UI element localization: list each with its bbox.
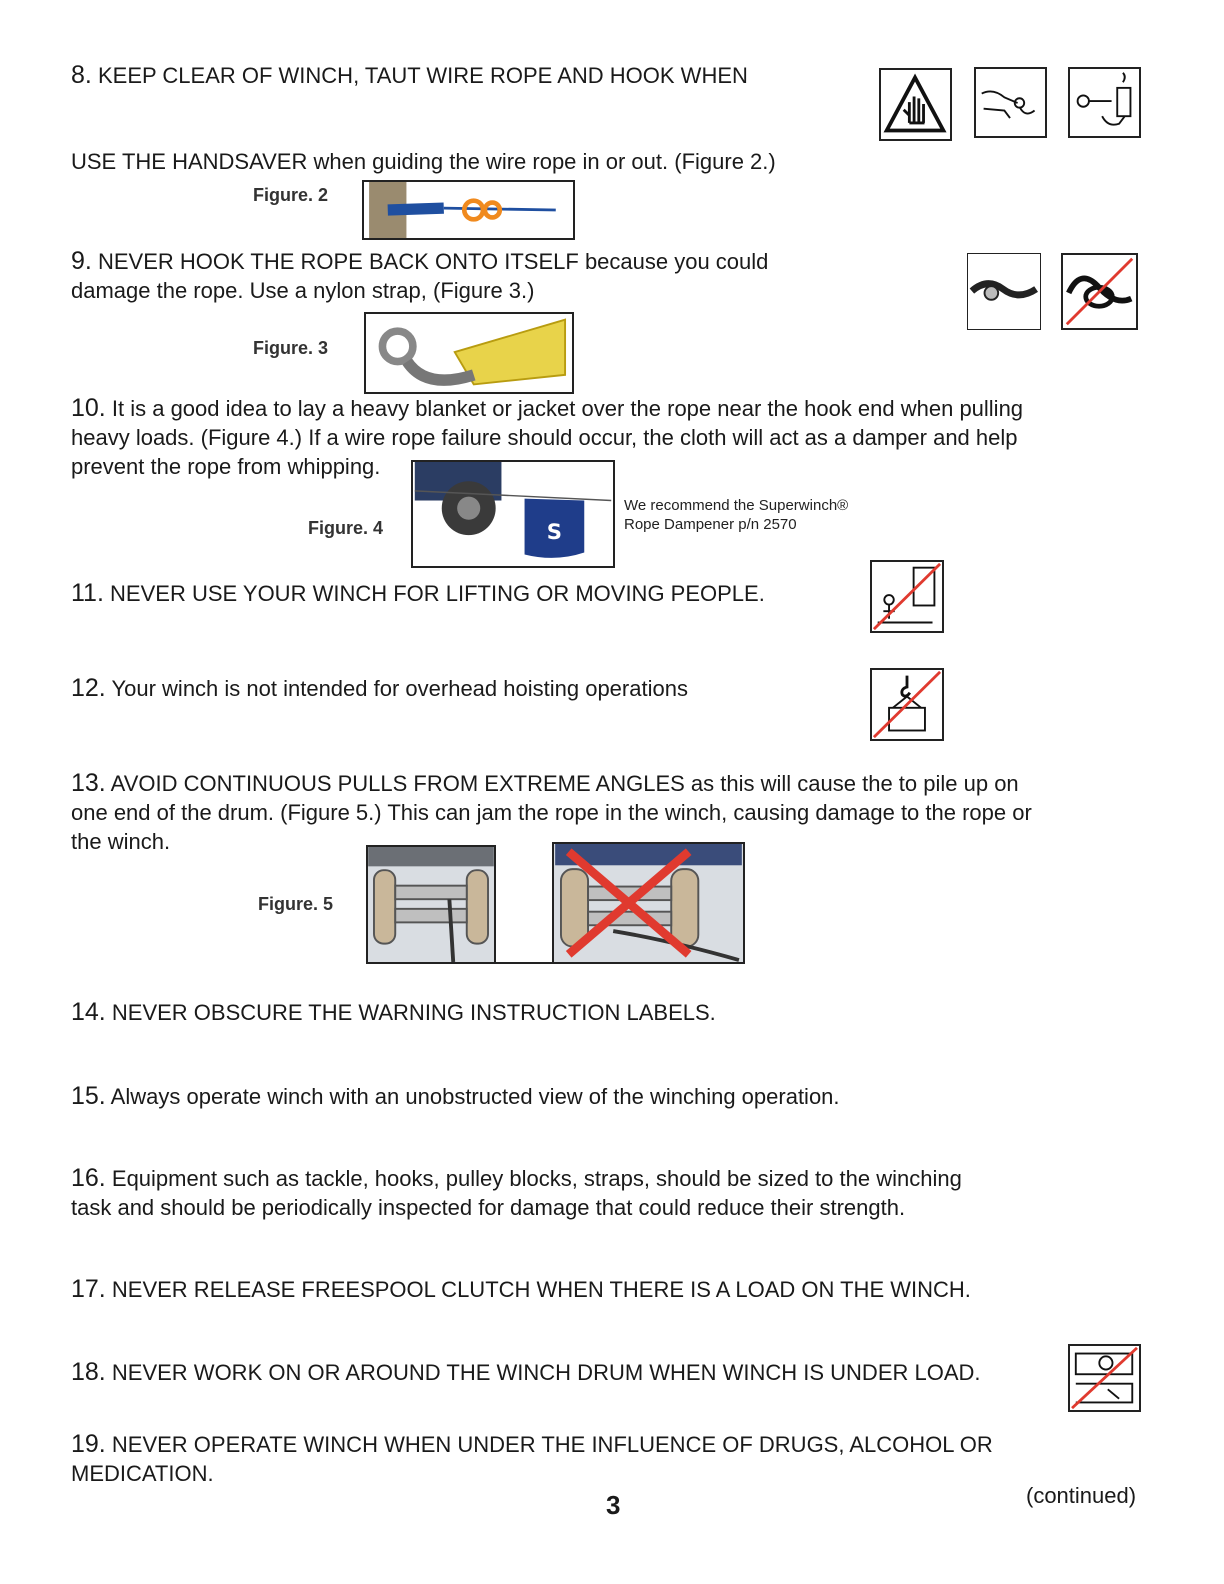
item-number: 13. <box>71 769 106 797</box>
item-9-line2: damage the rope. Use a nylon strap, (Figure 3.) <box>71 278 535 303</box>
item-number: 11. <box>71 579 104 607</box>
item-13-line2: one end of the drum. (Figure 5.) This can jam the rope in the winch, causing damage to the rope or <box>71 800 1032 825</box>
item-number: 19. <box>71 1430 106 1458</box>
no-work-near-drum-icon <box>1068 1344 1141 1412</box>
item-8 <box>71 61 748 90</box>
figure-5-correct-image <box>366 845 496 964</box>
figure-4-label: Figure. 4 <box>308 518 384 538</box>
item-text: Always operate winch with an unobstructed view of the winching operation. <box>110 1084 840 1109</box>
item-13-line3: the winch. <box>71 829 171 854</box>
no-overhead-hoisting-icon <box>870 668 944 741</box>
item-number: 16. <box>71 1164 106 1192</box>
hook-on-rope-icon <box>967 253 1041 330</box>
figure-5-label: Figure. 5 <box>258 894 334 914</box>
item-16-line2: task and should be periodically inspected for damage that could reduce their strength. <box>71 1195 906 1220</box>
item-text: Your winch is not intended for overhead hoisting operations <box>111 676 688 701</box>
item-10 <box>71 394 1023 423</box>
item-text: NEVER OPERATE WINCH WHEN UNDER THE INFLUENCE OF DRUGS, ALCOHOL OR <box>111 1432 993 1457</box>
item-text: USE THE HANDSAVER when guiding the wire rope in or out. (Figure 2.) <box>71 149 776 174</box>
figure-5-incorrect-image <box>552 842 745 964</box>
item-13 <box>71 769 1019 798</box>
item-19 <box>71 1430 993 1459</box>
handsaver-note <box>71 147 776 176</box>
item-text: NEVER USE YOUR WINCH FOR LIFTING OR MOVING PEOPLE. <box>110 581 765 606</box>
item-number: 14. <box>71 998 106 1026</box>
item-text: AVOID CONTINUOUS PULLS FROM EXTREME ANGLES as this will cause the to pile up on <box>110 771 1019 796</box>
svg-text:S: S <box>546 519 563 545</box>
item-18 <box>71 1358 981 1387</box>
item-text: It is a good idea to lay a heavy blanket or jacket over the rope near the hook end when pulling <box>111 396 1024 421</box>
recommendation-line2: Rope Dampener p/n 2570 <box>624 516 797 533</box>
continued-label: (continued) <box>1026 1483 1137 1508</box>
no-people-lifting-icon <box>870 560 944 633</box>
item-number: 12. <box>71 674 106 702</box>
item-9 <box>71 247 768 276</box>
item-text: NEVER HOOK THE ROPE BACK ONTO ITSELF because you could <box>97 249 769 274</box>
item-text: KEEP CLEAR OF WINCH, TAUT WIRE ROPE AND HOOK WHEN <box>97 63 748 88</box>
item-number: 17. <box>71 1275 106 1303</box>
hand-hazard-icon <box>879 68 952 141</box>
figure-3-label: Figure. 3 <box>253 338 329 358</box>
item-10-line2: heavy loads. (Figure 4.) If a wire rope failure should occur, the cloth will act as a damper and help <box>71 425 1018 450</box>
item-12 <box>71 674 688 703</box>
figure-5-divider <box>495 962 553 964</box>
figure-4-image <box>411 460 615 568</box>
item-14 <box>71 998 716 1027</box>
item-text: NEVER WORK ON OR AROUND THE WINCH DRUM WHEN WINCH IS UNDER LOAD. <box>111 1360 981 1385</box>
no-rope-loop-icon <box>1061 253 1138 330</box>
item-15 <box>71 1082 840 1111</box>
item-text: NEVER OBSCURE THE WARNING INSTRUCTION LABELS. <box>111 1000 716 1025</box>
figure-2-image <box>362 180 575 240</box>
page-number: 3 <box>606 1490 621 1520</box>
item-number: 8. <box>71 61 92 89</box>
item-10-line3: prevent the rope from whipping. <box>71 454 381 479</box>
item-19-line2: MEDICATION. <box>71 1461 214 1486</box>
recommendation-line1: We recommend the Superwinch® <box>624 497 849 514</box>
hand-winch-rope-icon <box>974 67 1047 138</box>
item-number: 18. <box>71 1358 106 1386</box>
item-number: 9. <box>71 247 92 275</box>
figure-3-image <box>364 312 574 394</box>
item-text: Equipment such as tackle, hooks, pulley blocks, straps, should be sized to the winching <box>111 1166 962 1191</box>
item-17 <box>71 1275 971 1304</box>
item-number: 10. <box>71 394 106 422</box>
item-number: 15. <box>71 1082 106 1110</box>
hand-hook-icon <box>1068 67 1141 138</box>
figure-2-label: Figure. 2 <box>253 185 329 205</box>
item-16 <box>71 1164 962 1193</box>
item-text: NEVER RELEASE FREESPOOL CLUTCH WHEN THERE IS A LOAD ON THE WINCH. <box>111 1277 971 1302</box>
item-11 <box>71 579 765 608</box>
